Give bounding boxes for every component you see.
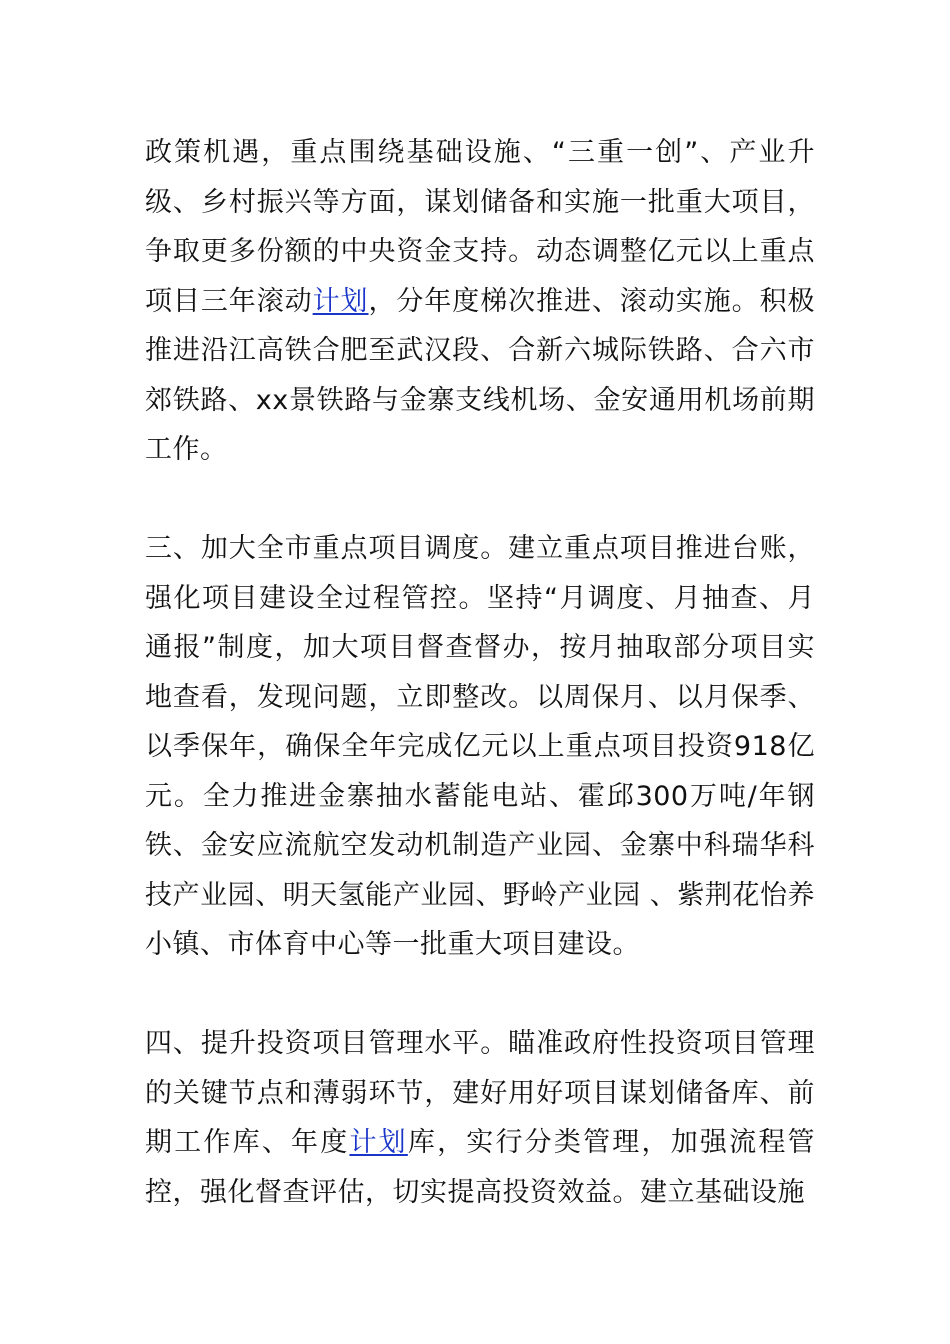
plan-link[interactable]: 计划 bbox=[312, 285, 369, 317]
paragraph-text: 政策机遇，重点围绕基础设施、“三重一创”、产业升级、乡村振兴等方面，谋划储备和实施一批重大项目，争取更多份额的中央资金支持。动态调整亿元以上重点项目三年滚动 bbox=[145, 137, 815, 317]
paragraph-policy-opportunities bbox=[145, 128, 815, 475]
paragraph-text: 四、提升投资项目管理水平。瞄准政府性投资项目管理的关键节点和薄弱环节，建好用好项目谋划储备库、前期工作库、年度 bbox=[145, 1028, 815, 1158]
plan-link[interactable]: 计划 bbox=[349, 1127, 408, 1158]
paragraph-section-four bbox=[145, 1019, 815, 1217]
paragraph-text: ，分年度梯次推进、滚动实施。积极推进沿江高铁合肥至武汉段、合新六城际铁路、合六市郊铁路、xx景铁路与金寨支线机场、金安通用机场前期工作。 bbox=[145, 285, 816, 465]
paragraph-section-three: 三、加大全市重点项目调度。建立重点项目推进台账，强化项目建设全过程管控。坚持“月调度、月抽查、月通报”制度，加大项目督查督办，按月抽取部分项目实地查看，发现问题，立即整改。以周保月、以月保季、以季保年，确保全年完成亿元以上重点项目投资918亿元。全力推进金寨抽水蓄能电站、霍邱300万吨/年钢铁、金安应流航空发动机制造产业园、金寨中科瑞华科技产业园、明天氢能产业园、野岭产业园 、紫荆花怡养小镇、市体育中心等一批重大项目建设。 bbox=[145, 533, 815, 960]
paragraph-text: 库，实行分类管理，加强流程管控，强化督查评估，切实提高投资效益。建立基础设施 bbox=[145, 1127, 816, 1208]
